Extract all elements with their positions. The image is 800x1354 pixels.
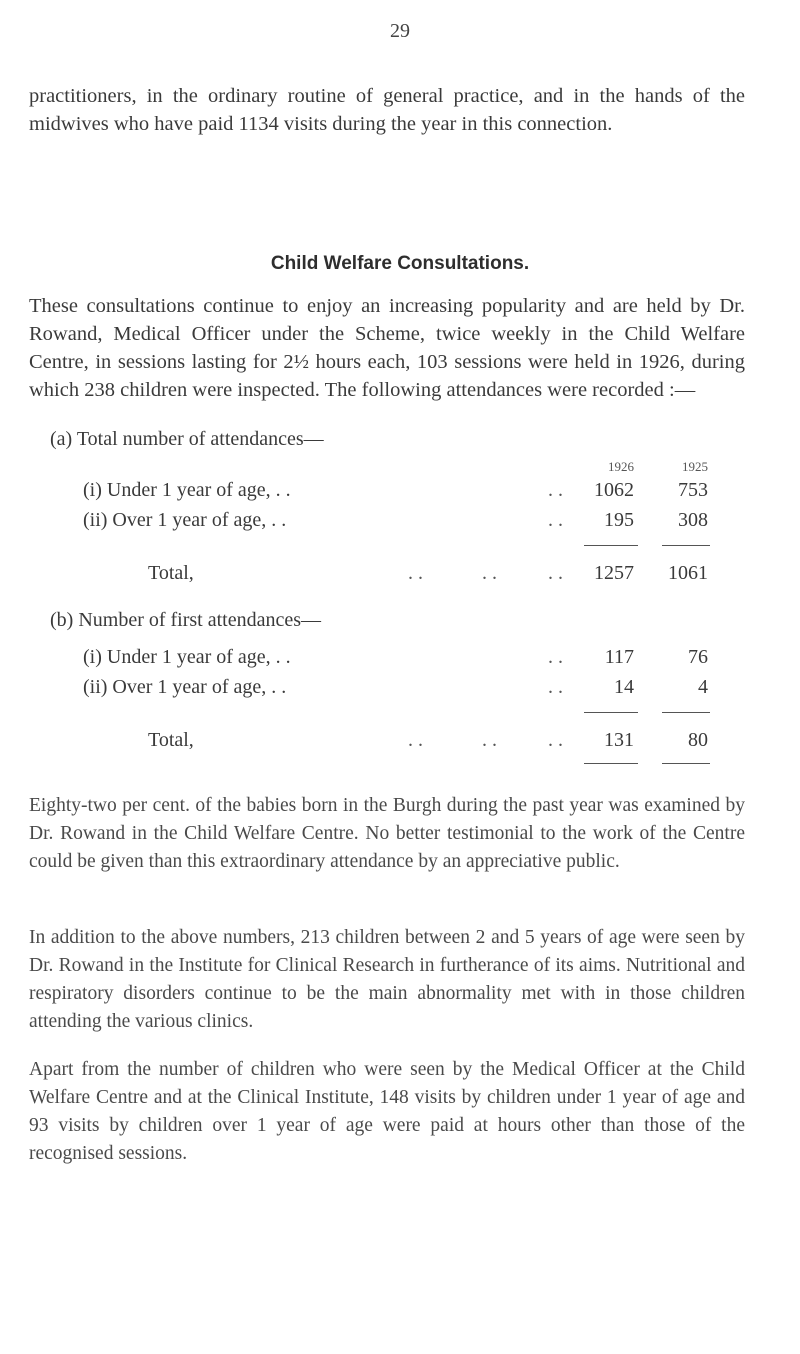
section-a-label: (a) Total number of attendances— bbox=[50, 428, 324, 450]
value-1926: 195 bbox=[604, 509, 634, 531]
total-1925: 1061 bbox=[668, 562, 708, 584]
leader-dots: . . bbox=[408, 729, 423, 751]
row-label: (i) Under 1 year of age, . . bbox=[83, 646, 291, 668]
leader-dots: . . bbox=[548, 479, 563, 501]
leader-dots: . . bbox=[482, 729, 497, 751]
table-row bbox=[0, 479, 800, 505]
total-label: Total, bbox=[148, 562, 194, 584]
sum-rule bbox=[662, 545, 710, 546]
total-1925: 80 bbox=[688, 729, 708, 751]
value-1925: 308 bbox=[678, 509, 708, 531]
section-a-heading-row bbox=[0, 428, 800, 454]
table-row bbox=[0, 676, 800, 702]
table-row bbox=[0, 646, 800, 672]
leader-dots: . . bbox=[408, 562, 423, 584]
page-number: 29 bbox=[390, 20, 410, 42]
paragraph-addition: In addition to the above numbers, 213 children between 2 and 5 years of age were seen by Dr. Rowand in the Institute for Clinical Research in furtherance of its aims. Nutritional and respiratory disorders continue to be the main abnormality met with in those children attending the various clinics. bbox=[29, 927, 745, 1032]
leader-dots: . . bbox=[548, 562, 563, 584]
total-1926: 131 bbox=[604, 729, 634, 751]
leader-dots: . . bbox=[548, 646, 563, 668]
intro-paragraph: practitioners, in the ordinary routine of general practice, and in the hands of the midwives who have paid 1134 visits during the year in this connection. bbox=[29, 85, 745, 135]
year-header-1925: 1925 bbox=[682, 459, 708, 474]
total-rule bbox=[584, 763, 638, 764]
total-rule bbox=[662, 763, 710, 764]
value-1926: 1062 bbox=[594, 479, 634, 501]
row-label: (ii) Over 1 year of age, . . bbox=[83, 676, 287, 698]
consultations-paragraph: These consultations continue to enjoy an increasing popularity and are held by Dr. Rowand, Medical Officer under the Scheme, twice weekly in the Child Welfare Centre, in sessions lasting for 2½ hours each, 103 sessions were held in 1926, during which 238 children were inspected. The following attendances were recorded :— bbox=[29, 295, 745, 401]
row-label: (ii) Over 1 year of age, . . bbox=[83, 509, 287, 531]
section-b-label: (b) Number of first attendances— bbox=[50, 609, 322, 631]
sum-rule bbox=[584, 712, 638, 713]
total-label: Total, bbox=[148, 729, 194, 751]
year-header-1926: 1926 bbox=[608, 459, 634, 474]
value-1925: 753 bbox=[678, 479, 708, 501]
section-b-heading-row bbox=[0, 609, 800, 635]
leader-dots: . . bbox=[548, 729, 563, 751]
table-row bbox=[0, 509, 800, 535]
value-1926: 14 bbox=[614, 676, 634, 698]
total-1926: 1257 bbox=[594, 562, 634, 584]
total-row bbox=[0, 729, 800, 755]
leader-dots: . . bbox=[548, 676, 563, 698]
leader-dots: . . bbox=[548, 509, 563, 531]
value-1925: 76 bbox=[688, 646, 708, 668]
paragraph-apart: Apart from the number of children who were seen by the Medical Officer at the Child Welfare Centre and at the Clinical Institute, 148 visits by children under 1 year of age and 93 visits by children over 1 year of age were paid at hours other than those of the recognised sessions. bbox=[29, 1059, 745, 1164]
paragraph-eighty-two: Eighty-two per cent. of the babies born in the Burgh during the past year was examined by Dr. Rowand in the Child Welfare Centre. No better testimonial to the work of the Centre could be given than this extraordinary attendance by an appreciative public. bbox=[29, 795, 745, 872]
section-heading: Child Welfare Consultations. bbox=[270, 253, 530, 274]
row-label: (i) Under 1 year of age, . . bbox=[83, 479, 291, 501]
sum-rule bbox=[584, 545, 638, 546]
value-1925: 4 bbox=[698, 676, 708, 698]
leader-dots: . . bbox=[482, 562, 497, 584]
value-1926: 117 bbox=[604, 646, 634, 668]
total-row bbox=[0, 562, 800, 588]
sum-rule bbox=[662, 712, 710, 713]
